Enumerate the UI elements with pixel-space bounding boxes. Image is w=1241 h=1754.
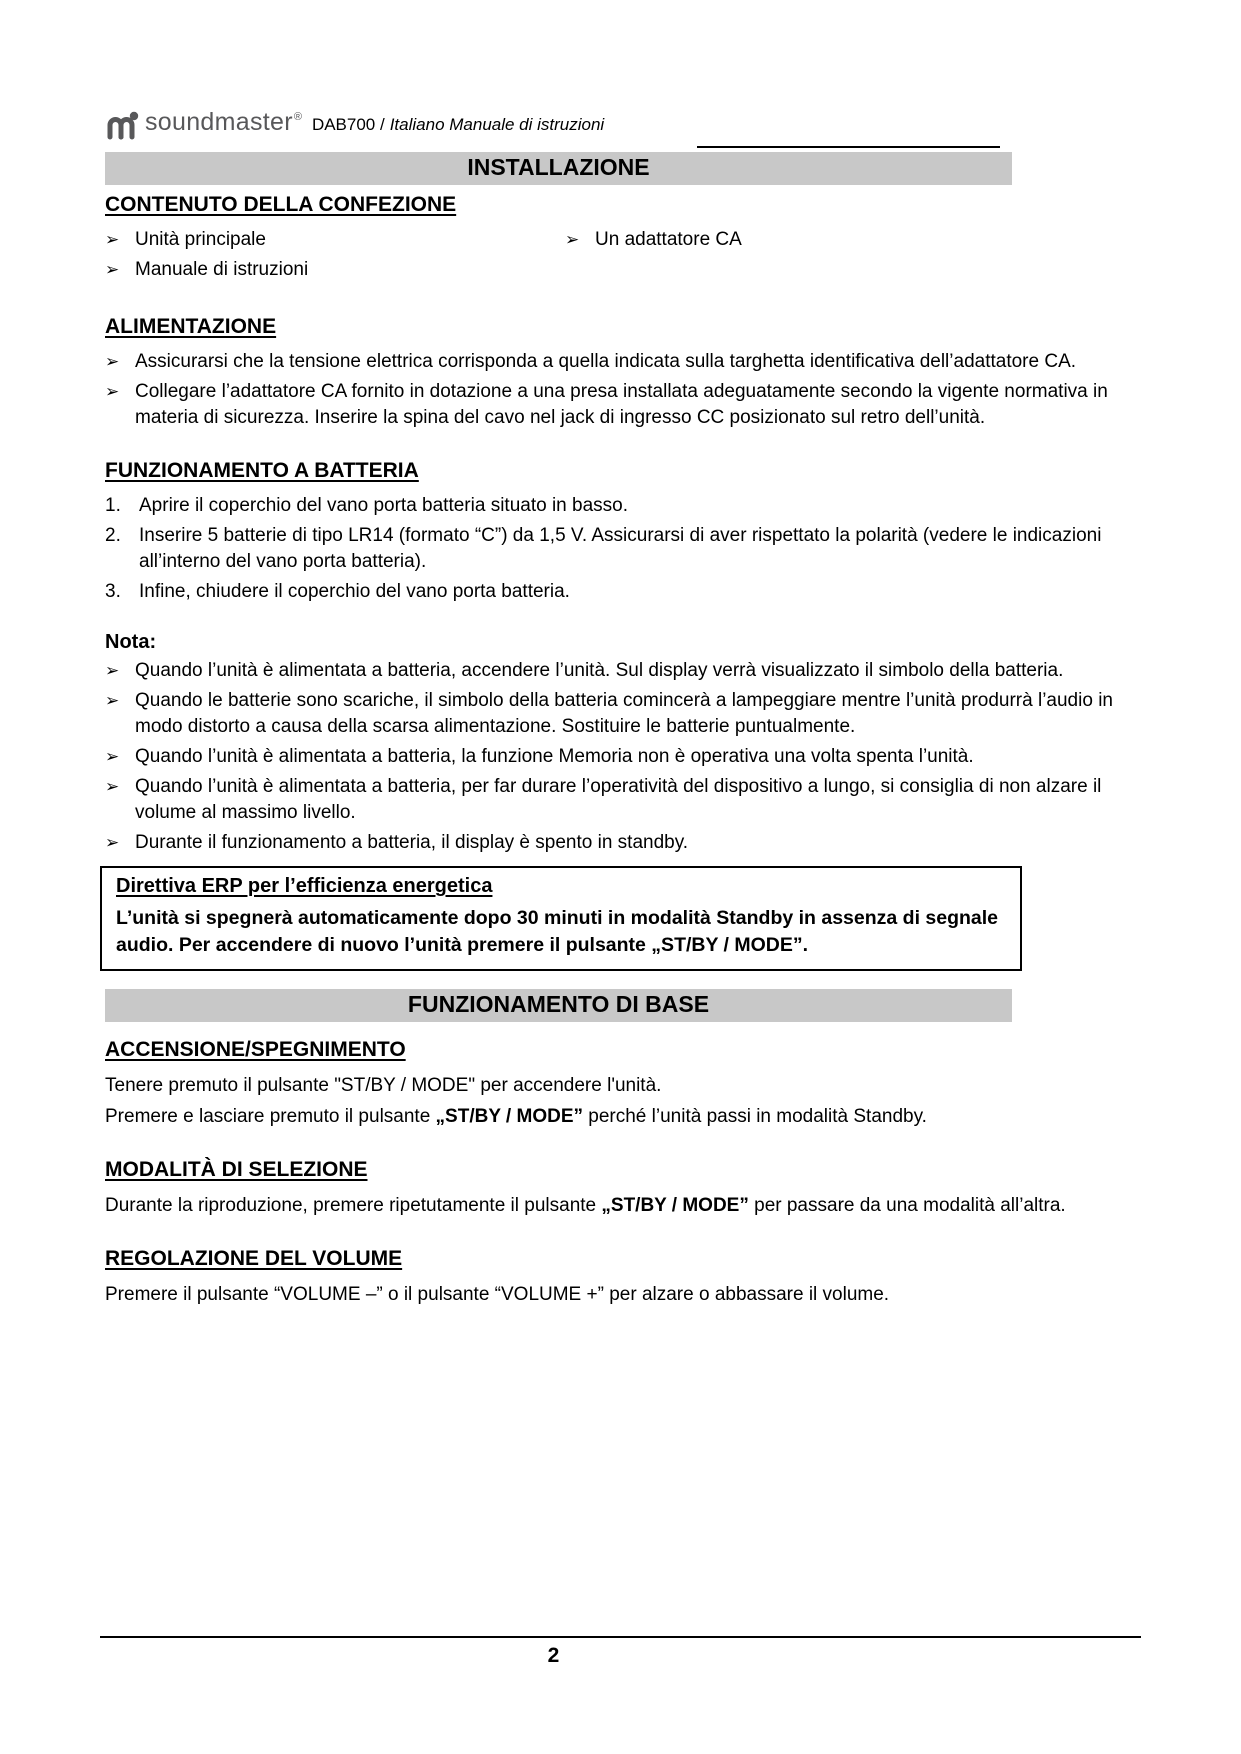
numbered-step	[105, 493, 1145, 519]
list-item	[105, 658, 1145, 684]
step-text: Aprire il coperchio del vano porta batteria situato in basso.	[139, 495, 628, 516]
package-contents-list	[105, 227, 1145, 287]
heading-nota: Nota:	[105, 631, 157, 653]
list-item-text: Quando l’unità è alimentata a batteria, accendere l’unità. Sul display verrà visualizzato il simbolo della batteria.	[135, 660, 1064, 681]
list-item-text: Durante il funzionamento a batteria, il display è spento in standby.	[135, 832, 689, 853]
heading-accensione-spegnimento: ACCENSIONE/SPEGNIMENTO	[105, 1038, 406, 1061]
banner-funzionamento-label: FUNZIONAMENTO DI BASE	[407, 991, 710, 1017]
doc-title: Italiano Manuale di istruzioni	[389, 115, 605, 134]
doc-model: DAB700 /	[311, 115, 385, 134]
list-item	[105, 349, 1145, 375]
stby-mode-button-label: „ST/BY / MODE”	[435, 1106, 583, 1127]
arrow-bullet-icon: ➢	[105, 777, 120, 796]
arrow-bullet-icon: ➢	[105, 747, 120, 766]
modalita-paragraph	[105, 1192, 1115, 1219]
arrow-bullet-icon: ➢	[105, 352, 120, 371]
arrow-bullet-icon: ➢	[105, 691, 120, 710]
header-rule	[697, 146, 1000, 148]
list-item	[105, 227, 565, 253]
heading-modalita-selezione: MODALITÀ DI SELEZIONE	[105, 1158, 368, 1181]
erp-directive-box	[100, 866, 1022, 971]
erp-directive-body: L’unità si spegnerà automaticamente dopo 30 minuti in modalità Standby in assenza di segnale audio. Per accendere di nuovo l’unità premere il pulsante „ST/BY / MODE”.	[116, 907, 999, 956]
heading-funzionamento-batteria: FUNZIONAMENTO A BATTERIA	[105, 459, 419, 482]
list-item-text: Manuale di istruzioni	[135, 259, 309, 280]
list-item-text: Unità principale	[135, 229, 266, 250]
list-item	[105, 830, 1145, 856]
page-header	[105, 110, 1145, 140]
heading-alimentazione: ALIMENTAZIONE	[105, 315, 277, 338]
arrow-bullet-icon: ➢	[105, 230, 120, 249]
arrow-bullet-icon: ➢	[105, 661, 120, 680]
list-item-text: Quando l’unità è alimentata a batteria, la funzione Memoria non è operativa una volta spenta l’unità.	[135, 746, 974, 767]
step-text: Infine, chiudere il coperchio del vano porta batteria.	[139, 581, 570, 602]
accensione-paragraph-2	[105, 1103, 1115, 1130]
step-number: 2.	[105, 525, 121, 546]
accensione-paragraph-2-pre: Premere e lasciare premuto il pulsante	[105, 1106, 436, 1127]
page-number: 2	[547, 1644, 560, 1667]
heading-regolazione-volume: REGOLAZIONE DEL VOLUME	[105, 1247, 403, 1270]
package-contents-right-column	[565, 227, 1145, 287]
list-item-text: Collegare l’adattatore CA fornito in dotazione a una presa installata adeguatamente secondo la vigente normativa in materia di sicurezza. Inserire la spina del cavo nel jack di ingresso CC posizionato sul retro dell’unità.	[135, 381, 1108, 428]
modalita-paragraph-pre: Durante la riproduzione, premere ripetutamente il pulsante	[105, 1195, 602, 1216]
list-item-text: Quando le batterie sono scariche, il simbolo della batteria comincerà a lampeggiare mentre l’unità produrrà l’audio in modo distorto a causa della scarsa alimentazione. Sostituire le batterie puntualmente.	[135, 690, 1113, 737]
soundmaster-logo-icon	[105, 110, 141, 140]
banner-funzionamento-di-base	[105, 989, 1012, 1022]
heading-contenuto-confezione: CONTENUTO DELLA CONFEZIONE	[105, 193, 457, 216]
brand-name: soundmaster	[145, 108, 293, 136]
arrow-bullet-icon: ➢	[105, 260, 120, 279]
footer-rule	[100, 1636, 1141, 1638]
accensione-paragraph-1: Tenere premuto il pulsante "ST/BY / MODE" per accendere l'unità.	[105, 1075, 662, 1096]
alimentazione-list	[105, 349, 1145, 431]
numbered-step	[105, 579, 1145, 605]
arrow-bullet-icon: ➢	[565, 230, 580, 249]
volume-paragraph: Premere il pulsante “VOLUME –” o il pulsante “VOLUME +” per alzare o abbassare il volume.	[105, 1284, 890, 1305]
package-contents-left-column	[105, 227, 565, 287]
list-item-text: Un adattatore CA	[595, 229, 742, 250]
step-text: Inserire 5 batterie di tipo LR14 (formato “C”) da 1,5 V. Assicurarsi di aver rispettato la polarità (vedere le indicazioni all’interno del vano porta batteria).	[139, 525, 1102, 572]
banner-installazione	[105, 152, 1012, 185]
step-number: 3.	[105, 581, 121, 602]
erp-directive-heading: Direttiva ERP per l’efficienza energetica	[116, 875, 493, 897]
list-item	[565, 227, 1145, 253]
numbered-step	[105, 523, 1145, 575]
arrow-bullet-icon: ➢	[105, 382, 120, 401]
battery-steps-list	[105, 493, 1145, 605]
list-item	[105, 379, 1145, 431]
modalita-paragraph-post: per passare da una modalità all’altra.	[748, 1195, 1066, 1216]
accensione-paragraph-2-post: perché l’unità passi in modalità Standby.	[583, 1106, 927, 1127]
registered-trademark: ®	[293, 111, 302, 123]
arrow-bullet-icon: ➢	[105, 833, 120, 852]
list-item	[105, 744, 1145, 770]
nota-list	[105, 658, 1145, 856]
list-item	[105, 774, 1145, 826]
list-item-text: Quando l’unità è alimentata a batteria, per far durare l’operatività del dispositivo a lungo, si consiglia di non alzare il volume al massimo livello.	[135, 776, 1102, 823]
list-item-text: Assicurarsi che la tensione elettrica corrisponda a quella indicata sulla targhetta identificativa dell’adattatore CA.	[135, 351, 1077, 372]
list-item	[105, 688, 1145, 740]
stby-mode-button-label: „ST/BY / MODE”	[601, 1195, 749, 1216]
banner-installazione-label: INSTALLAZIONE	[467, 154, 650, 180]
step-number: 1.	[105, 495, 121, 516]
list-item	[105, 257, 565, 283]
